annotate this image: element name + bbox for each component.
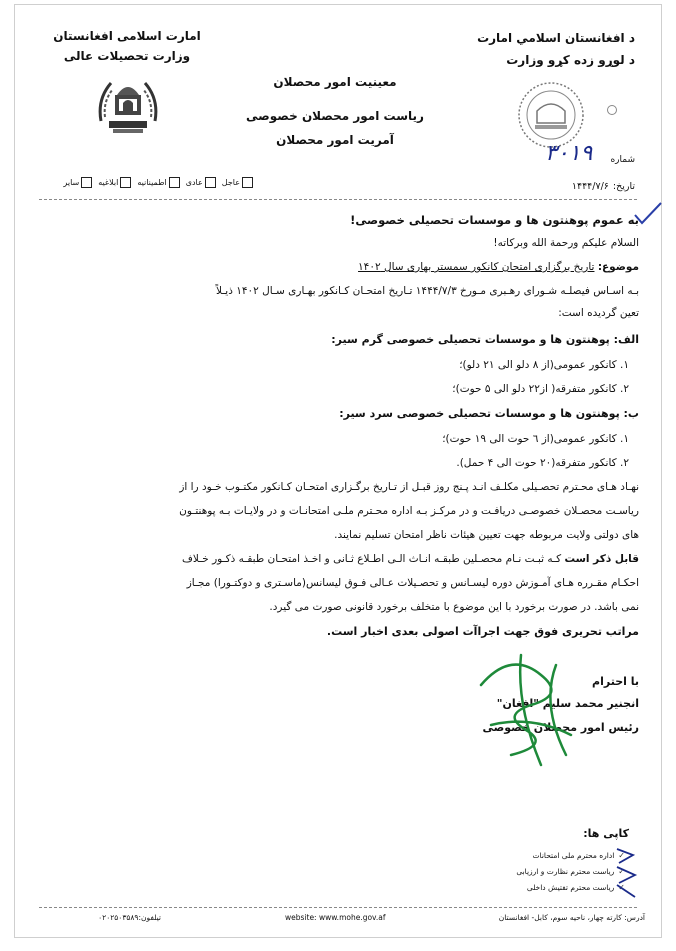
section-a-title: الف: پوهنتون ها و موسسات تحصیلی خصوصی گرم سیر: bbox=[331, 333, 639, 346]
section-b-item-1: ۱. کانکور عمومی(از ٦ حوت الی ۱۹ حوت)؛ bbox=[442, 433, 629, 445]
footer-address: آدرس: کارته چهار، ناحیه سوم، کابل- افغانستان bbox=[498, 913, 645, 922]
para1-line2: ریاسـت محصـلان خصوصـی دریافـت و در مرکـز بـه اداره محـترم ملـی امتحانـات و در ولایـات بـه پوهنتـون bbox=[179, 505, 639, 517]
para1-line1: نهـاد هـای محـترم تحصـیلی مکلـف انـد پـنج روز قبـل از تـاریخ برگـزاری امتحـان کـانکور مکتـوب خـود را از bbox=[179, 481, 639, 493]
date-label: تاریخ: bbox=[612, 181, 635, 192]
copy-item-1: ✓اداره محترم ملی امتحانات bbox=[532, 851, 625, 860]
checkbox-icon bbox=[120, 177, 131, 188]
header-right-line2: د لوړو زده کړو وزارت bbox=[506, 53, 635, 67]
section-a-item-2: ۲. کانکور متفرقه( از۲۲ دلو الی ۵ حوت)؛ bbox=[452, 383, 629, 395]
check-icon: ✓ bbox=[618, 883, 625, 892]
subject-text: تاریخ برگزاری امتحان کانکور سمستر بهاری سال ۱۴۰۲ bbox=[358, 261, 595, 273]
date-value: ۱۴۴۴/۷/۶ bbox=[571, 181, 609, 192]
header-left-line2: وزارت تحصیلات عالی bbox=[63, 49, 191, 63]
footer-website[interactable]: website: www.mohe.gov.af bbox=[285, 913, 386, 922]
header-left-line1: امارت اسلامی افغانستان bbox=[53, 29, 201, 43]
priority-normal[interactable]: عادی bbox=[186, 177, 218, 188]
para2-line2: احکـام مقـرره هـای آمـوزش دوره لیسـانس و تحصـیلات عـالی فـوق لیسانس(ماسـتری و دوکتـورا) مجـاز bbox=[186, 577, 639, 589]
subject-row bbox=[55, 261, 639, 273]
priority-row bbox=[63, 177, 255, 188]
addressee: به عموم پوهنتون ها و موسسات تحصیلی خصوصی! bbox=[350, 213, 639, 227]
checkbox-icon bbox=[81, 177, 92, 188]
date-row bbox=[495, 181, 635, 192]
footer-phone: تیلفون:۰۲۰۲۵۰۳۵۸۹ bbox=[98, 913, 161, 922]
dot-mark bbox=[607, 105, 617, 115]
center-line1: معینیت امور محصلان bbox=[273, 75, 397, 89]
number-label: شماره bbox=[610, 155, 635, 165]
copy-item-2: ✓ریاست محترم نظارت و ارزیابی bbox=[516, 867, 625, 876]
checkbox-icon bbox=[242, 177, 253, 188]
emblem-logo bbox=[93, 69, 163, 139]
section-b-item-2: ۲. کانکور متفرقه(۲۰ حوت الی ۴ حمل). bbox=[456, 457, 629, 469]
section-b-title: ب: پوهنتون ها و موسسات تحصیلی خصوصی سرد سیر: bbox=[339, 407, 639, 420]
header-right-line1: د افغانستان اسلامي امارت bbox=[477, 31, 635, 45]
header-divider bbox=[39, 199, 637, 200]
para2-line3: نمی باشد. در صورت برخورد با این موضوع با متخلف برخورد قانونی صورت می گیرد. bbox=[269, 601, 639, 613]
para2-line1 bbox=[39, 553, 639, 565]
signature-name: انجنیر محمد سلیم "افغان" bbox=[496, 697, 639, 710]
handwritten-signature bbox=[471, 645, 591, 775]
section-a-item-1: ۱. کانکور عمومی(از ۸ دلو الی ۲۱ دلو)؛ bbox=[459, 359, 629, 371]
para2-line1-text: کـه ثبـت نـام محصـلین طبقـه انـاث الـی اطـلاع ثـانی و اخـذ امتحـان طبقـه ذکـور خـلاف bbox=[182, 553, 562, 565]
intro-line2: تعین گردیده است: bbox=[558, 307, 639, 319]
footer-divider bbox=[39, 907, 637, 908]
handwritten-copy-marks bbox=[613, 845, 639, 901]
check-icon: ✓ bbox=[618, 867, 625, 876]
checkbox-icon bbox=[169, 177, 180, 188]
signature-regards: با احترام bbox=[592, 675, 639, 688]
signature-title: رئیس امور محصلان خصوصی bbox=[482, 721, 639, 734]
letter-page bbox=[14, 4, 662, 938]
intro-line1: بـه اسـاس فیصلـه شـورای رهـبری مـورخ ۱۴۴۴/۷/۳ تـاریخ امتحـان کـانکور بهـاری سـال ۱۴۰۲ ذیـلاً bbox=[215, 285, 639, 297]
copies-title: کاپی ها: bbox=[583, 827, 629, 840]
copy-item-3: ✓ریاست محترم تفتیش داخلی bbox=[526, 883, 625, 892]
number-value: ۳۰۱۹ bbox=[545, 141, 593, 166]
priority-notice[interactable]: ابلاغیه bbox=[98, 177, 133, 188]
greeting: السلام علیکم ورحمة الله وبرکاته! bbox=[493, 237, 639, 249]
priority-other[interactable]: سایر bbox=[63, 177, 94, 188]
check-icon: ✓ bbox=[618, 851, 625, 860]
para1-line3: های دولتی ولایت مربوطه جهت تعیین هیئات ناظر امتحان تسلیم نمایند. bbox=[334, 529, 639, 541]
closing: مراتب تحریری فوق جهت اجراآت اصولی بعدی اخبار است. bbox=[326, 625, 639, 638]
subject-label: موضوع: bbox=[597, 261, 639, 273]
priority-confirmation[interactable]: اطمینانیه bbox=[137, 177, 181, 188]
para2-bold: قابل ذکر است bbox=[564, 553, 639, 565]
checkbox-icon bbox=[205, 177, 216, 188]
center-line2: ریاست امور محصلان خصوصی bbox=[246, 109, 424, 123]
center-line3: آمریت امور محصلان bbox=[276, 133, 394, 147]
priority-urgent[interactable]: عاجل bbox=[222, 177, 255, 188]
